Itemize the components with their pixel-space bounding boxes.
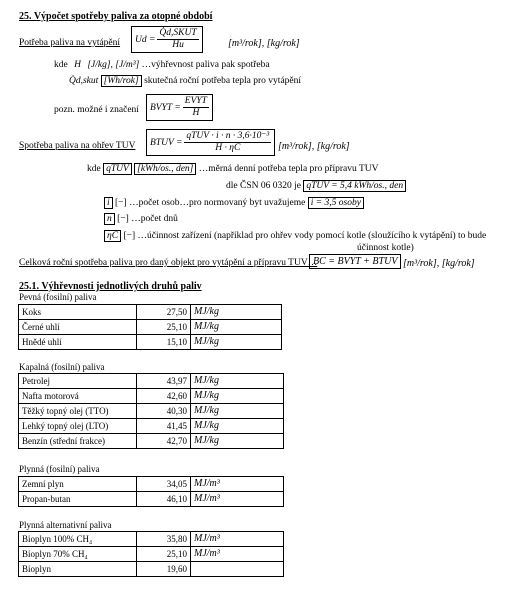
csn-value: qTUV = 5,4 kWh/os., den (303, 180, 406, 192)
fuel-unit: MJ/kg (191, 335, 282, 350)
fuel-value: 25,10 (137, 547, 191, 562)
table-title-liquid: Kapalná (fosilní) paliva (19, 362, 105, 372)
where-q-row (69, 75, 301, 87)
fuel-name: Těžký topný olej (TTO) (19, 404, 137, 419)
table-row (19, 374, 284, 389)
fuel-unit: MJ/kg (191, 419, 284, 434)
fuel-value: 15,10 (137, 335, 191, 350)
eta-units: [−] (123, 231, 136, 241)
where-h-prefix: kde (54, 60, 68, 70)
fuel-name: Zemní plyn (19, 477, 137, 492)
note-denominator: H (192, 108, 200, 118)
fuel-name: Nafta motorová (19, 389, 137, 404)
table-gas (18, 476, 284, 507)
table-row (19, 434, 284, 449)
table-row (19, 562, 284, 577)
table-row (19, 320, 282, 335)
n-units: [−] (117, 214, 129, 224)
tuv-q-symbol: qTUV (103, 163, 132, 175)
i-row (104, 197, 364, 209)
fuel-value: 46,10 (137, 492, 191, 507)
fuel-name: Koks (19, 305, 137, 320)
fuel-value: 34,05 (137, 477, 191, 492)
table-row (19, 547, 284, 562)
fuel-name: Benzín (střední frakce) (19, 434, 137, 449)
fuel-unit (191, 562, 284, 577)
fuel-unit: MJ/m³ (191, 532, 284, 547)
tuv-denominator: H · ηC (215, 143, 241, 153)
i-desc: …počet osob…pro normovaný byt uvažujeme (129, 198, 306, 208)
where-q-symbol: Q̇d,skut (69, 76, 99, 86)
total-label: Celková roční spotřeba paliva pro daný objekt pro vytápění a přípravu TUV… (19, 258, 318, 268)
i-symbol: i (104, 197, 113, 209)
fuel-unit: MJ/kg (191, 374, 284, 389)
fuel-unit: MJ/kg (191, 434, 284, 449)
fuel-unit: MJ/kg (191, 305, 282, 320)
tuv-label: Spotřeba paliva na ohřev TUV (19, 141, 136, 151)
fuel-name: Lehký topný olej (LTO) (19, 419, 137, 434)
tuv-equation (146, 129, 275, 156)
table-title-solid: Pevná (fosilní) paliva (19, 292, 97, 302)
table-row (19, 492, 284, 507)
total-equation (309, 254, 401, 269)
fuel-unit: MJ/m³ (191, 547, 284, 562)
where-h-desc: …výhřevnost paliva pak spotřeba (141, 60, 270, 70)
tuv-q-desc: …měrná denní potřeba tepla pro přípravu TUV (198, 164, 379, 174)
heat-demand-lhs: Ud = (135, 34, 156, 45)
fuel-value: 42,70 (137, 434, 191, 449)
fuel-value: 42,60 (137, 389, 191, 404)
table-alt-gas (18, 531, 284, 577)
fuel-name: Petrolej (19, 374, 137, 389)
tuv-units: [m³/rok], [kg/rok] (278, 141, 350, 152)
note-numerator: EVYT (184, 96, 207, 106)
table-title-alt-gas: Plynná alternativní paliva (19, 520, 112, 530)
table-row (19, 419, 284, 434)
fuel-unit: MJ/kg (191, 320, 282, 335)
where-q-units: [Wh/rok] (101, 75, 142, 87)
note-lhs: BVYT = (150, 102, 181, 113)
where-h-symbol: H (74, 60, 81, 70)
fuel-name: Bioplyn 100% CH₄ (19, 532, 137, 547)
heat-demand-units: [m³/rok], [kg/rok] (228, 38, 300, 49)
fuel-name: Černé uhlí (19, 320, 137, 335)
heat-demand-label: Potřeba paliva na vytápění (19, 38, 121, 48)
where-q-desc: skutečná roční potřeba tepla pro vytápění (144, 76, 302, 86)
fuel-name: Propan-butan (19, 492, 137, 507)
csn-text: dle ČSN 06 0320 je (226, 181, 301, 191)
tuv-q-prefix: kde (87, 164, 101, 174)
fuel-value: 25,10 (137, 320, 191, 335)
total-eq: BC = BVYT + BTUV (309, 254, 401, 269)
note-label: pozn. možné i značení (54, 105, 139, 115)
where-h-units: [J/kg], [J/m³] (87, 60, 140, 70)
eta-symbol: ηC (104, 230, 121, 242)
fuel-value: 43,97 (137, 374, 191, 389)
total-units: [m³/rok], [kg/rok] (403, 258, 475, 269)
csn-row (226, 180, 406, 192)
n-row (104, 213, 178, 225)
fuel-value: 40,30 (137, 404, 191, 419)
n-desc: …počet dnů (131, 214, 178, 224)
i-value: i = 3,5 osoby (308, 197, 364, 209)
i-units: [−] (115, 198, 127, 208)
fuel-value: 41,45 (137, 419, 191, 434)
heat-demand-equation (131, 26, 203, 53)
table-row (19, 404, 284, 419)
fuel-unit: MJ/kg (191, 404, 284, 419)
table-row (19, 389, 284, 404)
fuel-unit: MJ/kg (191, 389, 284, 404)
tuv-lhs: BTUV = (150, 137, 183, 148)
subheading: 25.1. Výhřevnosti jednotlivých druhů paliv (19, 281, 202, 292)
tuv-q-row (87, 163, 379, 175)
tuv-numerator: qTUV · i · n · 3,6·10⁻³ (186, 131, 270, 141)
fuel-name: Bioplyn (19, 562, 137, 577)
fuel-value: 19,60 (137, 562, 191, 577)
heat-demand-denominator: Hu (172, 40, 184, 50)
table-row (19, 532, 284, 547)
table-row (19, 335, 282, 350)
table-liquid (18, 373, 284, 449)
fuel-value: 35,80 (137, 532, 191, 547)
eta-row (104, 230, 486, 242)
table-row (19, 477, 284, 492)
fuel-name: Bioplyn 70% CH₄ (19, 547, 137, 562)
n-symbol: n (104, 213, 115, 225)
table-row (19, 305, 282, 320)
fuel-unit: MJ/m³ (191, 492, 284, 507)
where-h-row (54, 60, 270, 70)
page-heading: 25. Výpočet spotřeby paliva za otopné období (19, 11, 213, 22)
table-title-gas: Plynná (fosilní) paliva (19, 464, 100, 474)
fuel-unit: MJ/m³ (191, 477, 284, 492)
table-solid (18, 304, 282, 350)
tuv-q-units: [kWh/os., den] (134, 163, 196, 175)
eta-desc-continued: účinnost kotle) (357, 243, 414, 253)
fuel-name: Hnědé uhlí (19, 335, 137, 350)
fuel-value: 27,50 (137, 305, 191, 320)
heat-demand-numerator: Q̇d,SKUT (159, 28, 197, 38)
eta-desc: …účinnost zařízení (například pro ohřev vody pomocí kotle (sloužícího k vytápění) to bude (137, 231, 487, 241)
note-equation (146, 94, 213, 121)
